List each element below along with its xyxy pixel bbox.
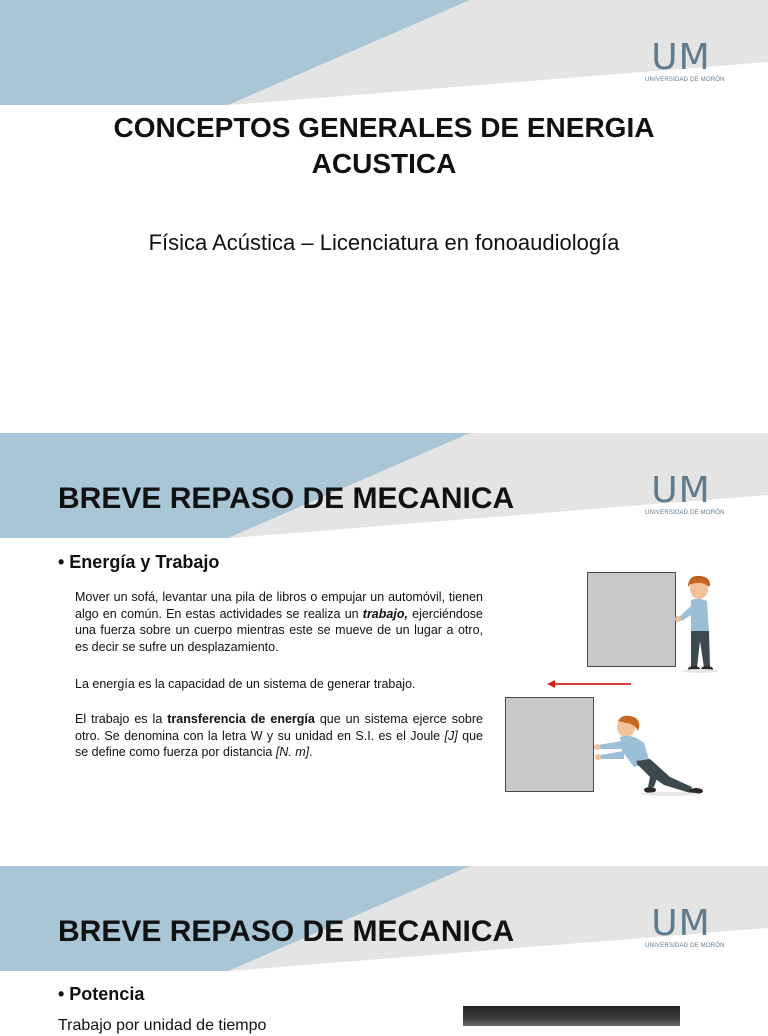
- slide-heading: BREVE REPASO DE MECANICA: [58, 915, 515, 948]
- text-segment: Mover un sofá, levantar una pila de libros o empujar un automóvil, tienen algo en común. En estas actividades se realiza un: [75, 590, 483, 621]
- emphasis-trabajo: trabajo,: [362, 606, 408, 621]
- text-segment: .: [309, 745, 313, 759]
- unit-joule: [J]: [444, 728, 458, 743]
- logo-subtitle: UNIVERSIDAD DE MORÓN: [645, 77, 725, 83]
- paragraph-trabajo-definicion: [75, 711, 483, 761]
- logo-subtitle: UNIVERSIDAD DE MORÓN: [645, 510, 725, 516]
- logo-mark: UM: [651, 903, 711, 944]
- emphasis-transferencia: transferencia de energía: [167, 712, 315, 726]
- arrow-left-icon: [545, 678, 635, 690]
- university-logo: [645, 470, 725, 517]
- title-line-2: ACUSTICA: [311, 148, 457, 179]
- bullet-potencia: • Potencia: [58, 984, 145, 1004]
- text-segment: que se define como fuerza por distancia: [75, 728, 483, 759]
- box-before: [587, 572, 676, 667]
- logo-mark: UM: [651, 470, 711, 511]
- university-logo: [645, 37, 725, 84]
- slide-heading: BREVE REPASO DE MECANICA: [58, 482, 515, 515]
- slide-title: [0, 0, 768, 432]
- box-after: [505, 697, 594, 792]
- paragraph-potencia: Trabajo por unidad de tiempo: [58, 1017, 267, 1034]
- slide-energia-trabajo: [0, 433, 768, 865]
- presentation-subtitle: Física Acústica – Licenciatura en fonoaudiología: [148, 230, 620, 255]
- building-photo: [463, 1006, 680, 1026]
- text-segment: ejerciéndose una fuerza sobre un cuerpo mientras este se mueve de un lugar a otro, es decir se sufre un desplazamiento.: [75, 606, 483, 654]
- paragraph-trabajo-intro: [75, 589, 483, 655]
- university-logo: [645, 903, 725, 950]
- title-line-1: CONCEPTOS GENERALES DE ENERGIA: [113, 112, 655, 143]
- unit-newton-meter: [N. m]: [275, 745, 310, 759]
- paragraph-energia-definicion: La energía es la capacidad de un sistema de generar trabajo.: [75, 677, 416, 691]
- logo-subtitle: UNIVERSIDAD DE MORÓN: [645, 943, 725, 949]
- presentation-title: [60, 110, 708, 182]
- logo-mark: UM: [651, 37, 711, 78]
- man-standing-icon: [674, 573, 726, 673]
- bullet-energia-trabajo: • Energía y Trabajo: [58, 552, 220, 572]
- text-segment: que un sistema ejerce sobre otro. Se denomina con la letra W y su unidad en S.I. es el Joule: [75, 712, 483, 743]
- slide-potencia: [0, 866, 768, 1034]
- man-pushing-icon: [592, 715, 712, 797]
- text-segment: El trabajo es la: [75, 712, 168, 726]
